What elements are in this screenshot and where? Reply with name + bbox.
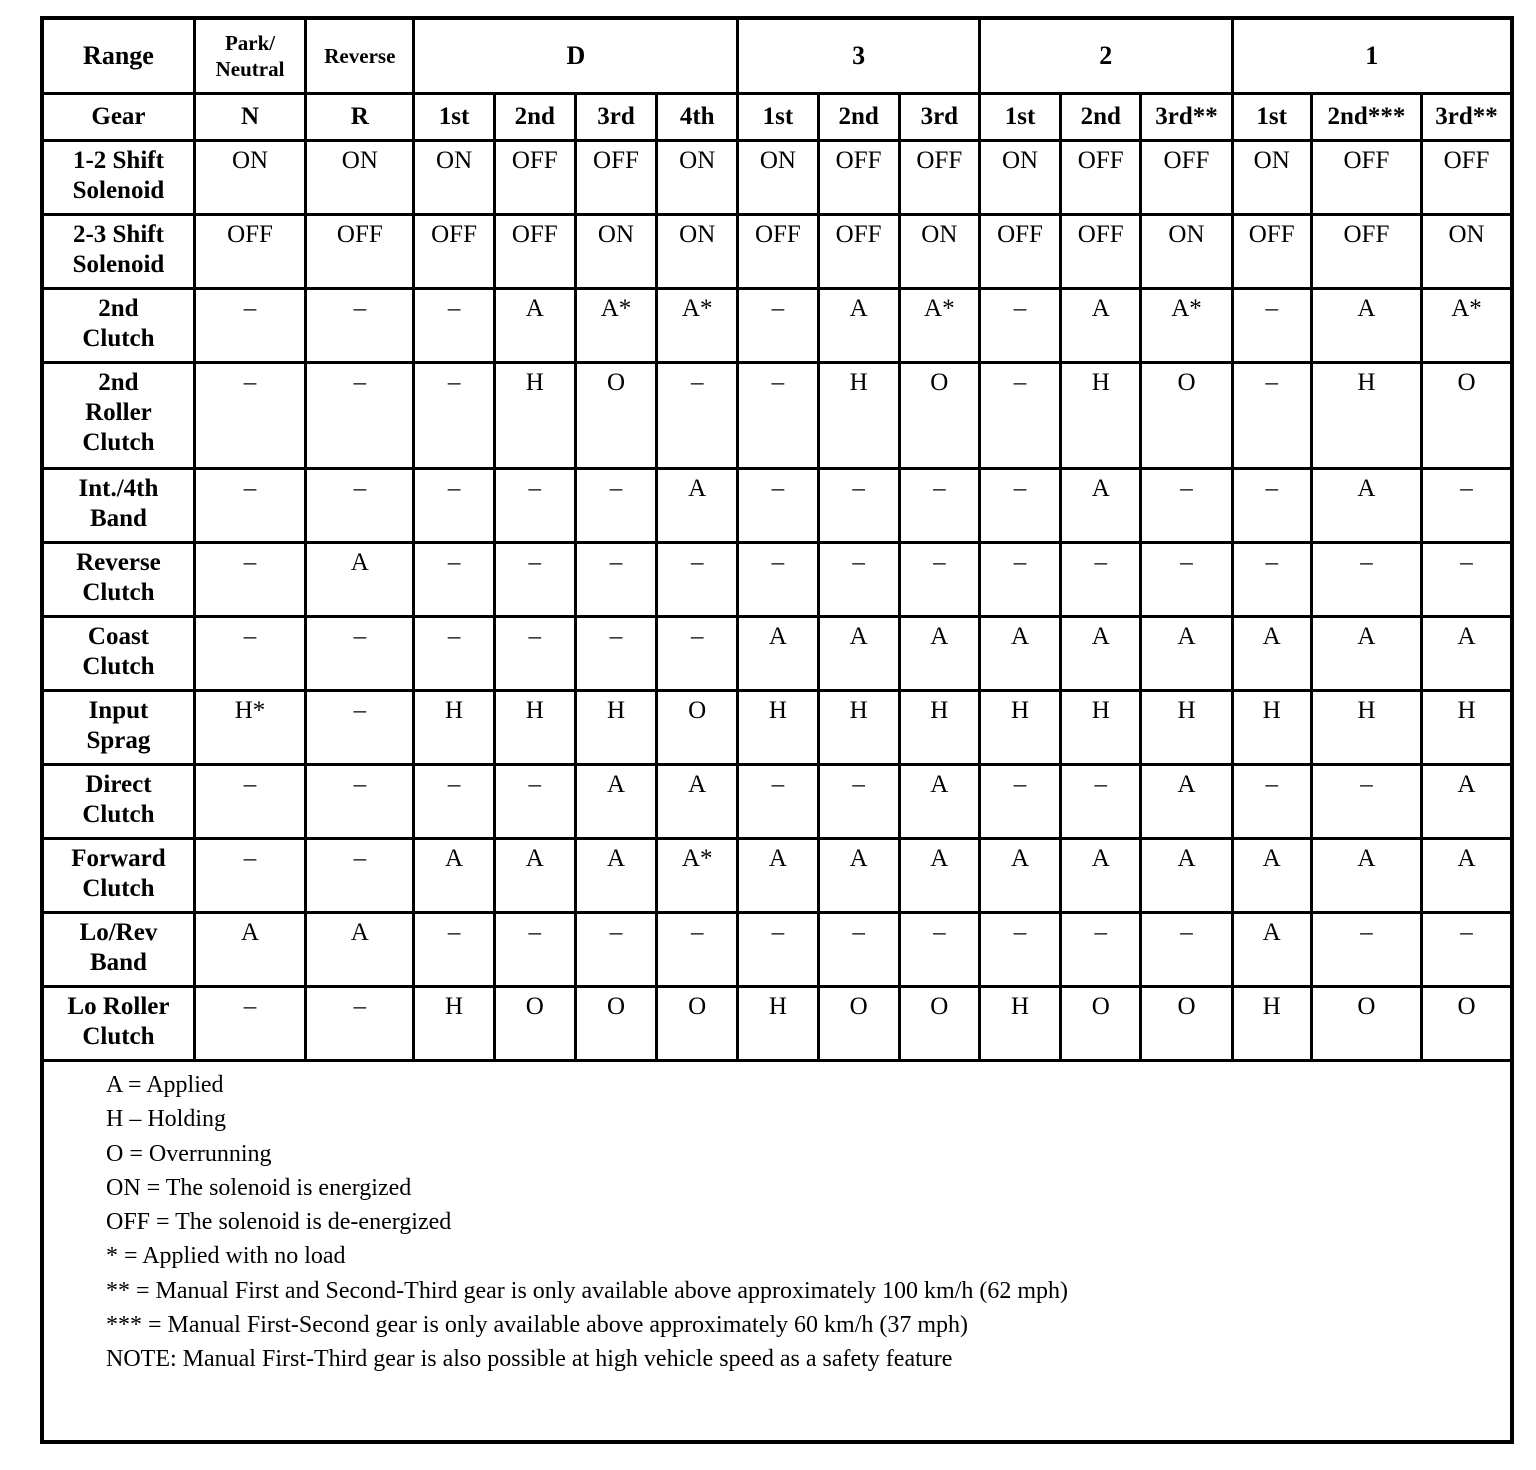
table-cell: – bbox=[194, 839, 305, 913]
range-header-cell: 1 bbox=[1232, 20, 1510, 94]
table-cell: H bbox=[494, 691, 575, 765]
table-cell: A bbox=[899, 839, 979, 913]
row-label: Int./4th Band bbox=[44, 469, 194, 543]
table-cell: – bbox=[1232, 765, 1311, 839]
table-cell: – bbox=[738, 289, 818, 363]
range-header-row bbox=[44, 20, 1510, 94]
table-cell: – bbox=[1232, 543, 1311, 617]
gear-header-cell: 2nd bbox=[494, 94, 575, 141]
table-cell: – bbox=[738, 913, 818, 987]
table-cell: A bbox=[194, 913, 305, 987]
range-header-label: Range bbox=[44, 20, 194, 94]
table-cell: OFF bbox=[818, 215, 899, 289]
table-cell: – bbox=[194, 765, 305, 839]
table-cell: A bbox=[306, 913, 414, 987]
gear-header-cell: 1st bbox=[1232, 94, 1311, 141]
table-row bbox=[44, 141, 1510, 215]
table-cell: ON bbox=[306, 141, 414, 215]
row-label: 2nd Roller Clutch bbox=[44, 363, 194, 469]
table-cell: A bbox=[818, 839, 899, 913]
table-cell: A bbox=[738, 617, 818, 691]
table-cell: OFF bbox=[738, 215, 818, 289]
table-cell: A bbox=[899, 765, 979, 839]
gear-header-cell: 2nd bbox=[818, 94, 899, 141]
table-cell: A bbox=[1061, 289, 1141, 363]
table-cell: O bbox=[1141, 987, 1232, 1061]
table-row bbox=[44, 363, 1510, 469]
table-cell: H bbox=[1311, 691, 1421, 765]
table-cell: O bbox=[1141, 363, 1232, 469]
table-cell: A bbox=[1232, 913, 1311, 987]
row-label: 2-3 Shift Solenoid bbox=[44, 215, 194, 289]
gear-header-cell: 3rd** bbox=[1141, 94, 1232, 141]
table-cell: H bbox=[1422, 691, 1510, 765]
table-cell: A bbox=[1422, 839, 1510, 913]
table-cell: – bbox=[738, 363, 818, 469]
table-cell: O bbox=[1061, 987, 1141, 1061]
table-cell: – bbox=[657, 913, 738, 987]
table-cell: – bbox=[1061, 543, 1141, 617]
table-cell: A* bbox=[657, 839, 738, 913]
table-cell: OFF bbox=[194, 215, 305, 289]
legend bbox=[44, 1062, 1510, 1377]
range-header-cell: 3 bbox=[738, 20, 980, 94]
table-cell: A* bbox=[657, 289, 738, 363]
table-cell: – bbox=[1422, 469, 1510, 543]
row-label: Coast Clutch bbox=[44, 617, 194, 691]
table-cell: H bbox=[1061, 691, 1141, 765]
solenoid-clutch-application-chart bbox=[40, 16, 1514, 1444]
range-header-cell: Park/ Neutral bbox=[194, 20, 305, 94]
table-cell: – bbox=[979, 913, 1060, 987]
table-cell: – bbox=[306, 987, 414, 1061]
table-cell: – bbox=[306, 289, 414, 363]
range-header-cell: D bbox=[414, 20, 738, 94]
row-label: 2nd Clutch bbox=[44, 289, 194, 363]
table-cell: – bbox=[306, 839, 414, 913]
table-cell: – bbox=[194, 543, 305, 617]
table-cell: – bbox=[414, 469, 494, 543]
table-cell: ON bbox=[575, 215, 656, 289]
table-cell: A bbox=[1311, 289, 1421, 363]
table-cell: – bbox=[657, 543, 738, 617]
table-cell: – bbox=[194, 617, 305, 691]
table-cell: – bbox=[1422, 543, 1510, 617]
gear-header-cell: 1st bbox=[738, 94, 818, 141]
table-cell: H bbox=[414, 987, 494, 1061]
table-cell: O bbox=[899, 363, 979, 469]
legend-line: H – Holding bbox=[106, 1106, 226, 1133]
table-cell: O bbox=[1422, 363, 1510, 469]
table-cell: O bbox=[575, 363, 656, 469]
table-row bbox=[44, 987, 1510, 1061]
table-cell: – bbox=[575, 543, 656, 617]
table-cell: – bbox=[414, 363, 494, 469]
row-label: Forward Clutch bbox=[44, 839, 194, 913]
table-cell: OFF bbox=[1141, 141, 1232, 215]
table-cell: H bbox=[575, 691, 656, 765]
table-cell: H bbox=[738, 987, 818, 1061]
table-cell: A* bbox=[1141, 289, 1232, 363]
row-label: Lo/Rev Band bbox=[44, 913, 194, 987]
table-cell: – bbox=[306, 691, 414, 765]
table-cell: – bbox=[657, 363, 738, 469]
table-cell: – bbox=[818, 543, 899, 617]
table-cell: A bbox=[494, 839, 575, 913]
table-cell: – bbox=[414, 543, 494, 617]
application-table bbox=[44, 20, 1510, 1062]
table-cell: – bbox=[494, 543, 575, 617]
table-cell: OFF bbox=[899, 141, 979, 215]
table-cell: – bbox=[979, 289, 1060, 363]
table-cell: ON bbox=[738, 141, 818, 215]
table-cell: – bbox=[194, 289, 305, 363]
table-cell: ON bbox=[657, 141, 738, 215]
table-cell: A bbox=[1232, 617, 1311, 691]
range-header-cell: 2 bbox=[979, 20, 1232, 94]
table-cell: – bbox=[1232, 363, 1311, 469]
gear-header-cell: 1st bbox=[414, 94, 494, 141]
table-cell: – bbox=[306, 765, 414, 839]
table-cell: A bbox=[1311, 839, 1421, 913]
row-label: Input Sprag bbox=[44, 691, 194, 765]
table-cell: – bbox=[494, 913, 575, 987]
table-cell: – bbox=[1232, 469, 1311, 543]
table-cell: OFF bbox=[1422, 141, 1510, 215]
table-cell: A bbox=[1311, 469, 1421, 543]
table-cell: A bbox=[494, 289, 575, 363]
table-cell: O bbox=[575, 987, 656, 1061]
gear-header-cell: 3rd** bbox=[1422, 94, 1510, 141]
table-cell: A bbox=[657, 469, 738, 543]
table-cell: – bbox=[1141, 913, 1232, 987]
table-cell: – bbox=[1422, 913, 1510, 987]
table-cell: – bbox=[494, 469, 575, 543]
table-cell: – bbox=[979, 765, 1060, 839]
table-cell: A bbox=[979, 839, 1060, 913]
gear-header-label: Gear bbox=[44, 94, 194, 141]
table-cell: O bbox=[1422, 987, 1510, 1061]
table-cell: A bbox=[1061, 839, 1141, 913]
table-row bbox=[44, 289, 1510, 363]
table-cell: H* bbox=[194, 691, 305, 765]
row-label: Lo Roller Clutch bbox=[44, 987, 194, 1061]
table-cell: A bbox=[657, 765, 738, 839]
table-cell: A bbox=[1232, 839, 1311, 913]
table-cell: H bbox=[818, 691, 899, 765]
table-cell: A bbox=[1141, 765, 1232, 839]
table-cell: – bbox=[306, 363, 414, 469]
table-cell: OFF bbox=[1311, 141, 1421, 215]
table-cell: OFF bbox=[979, 215, 1060, 289]
table-cell: ON bbox=[1141, 215, 1232, 289]
table-cell: A bbox=[818, 617, 899, 691]
table-cell: H bbox=[979, 987, 1060, 1061]
gear-header-row bbox=[44, 94, 1510, 141]
table-cell: – bbox=[818, 765, 899, 839]
table-row bbox=[44, 469, 1510, 543]
table-cell: O bbox=[657, 691, 738, 765]
row-label: 1-2 Shift Solenoid bbox=[44, 141, 194, 215]
gear-header-cell: 2nd*** bbox=[1311, 94, 1421, 141]
table-cell: H bbox=[979, 691, 1060, 765]
table-cell: ON bbox=[1422, 215, 1510, 289]
table-cell: – bbox=[575, 469, 656, 543]
gear-header-cell: 1st bbox=[979, 94, 1060, 141]
row-label: Reverse Clutch bbox=[44, 543, 194, 617]
table-row bbox=[44, 617, 1510, 691]
table-cell: A bbox=[1061, 617, 1141, 691]
table-cell: A bbox=[1141, 839, 1232, 913]
table-cell: ON bbox=[657, 215, 738, 289]
range-header-cell: Reverse bbox=[306, 20, 414, 94]
table-cell: OFF bbox=[575, 141, 656, 215]
legend-line: *** = Manual First-Second gear is only available above approximately 60 km/h (37 mph) bbox=[106, 1312, 969, 1339]
table-cell: – bbox=[306, 469, 414, 543]
table-cell: ON bbox=[979, 141, 1060, 215]
table-cell: A bbox=[1141, 617, 1232, 691]
table-cell: O bbox=[494, 987, 575, 1061]
table-cell: OFF bbox=[1061, 215, 1141, 289]
table-cell: – bbox=[1311, 765, 1421, 839]
table-cell: ON bbox=[899, 215, 979, 289]
table-cell: – bbox=[1232, 289, 1311, 363]
table-cell: – bbox=[575, 913, 656, 987]
table-cell: OFF bbox=[494, 215, 575, 289]
legend-line: A = Applied bbox=[106, 1072, 224, 1098]
gear-header-cell: 3rd bbox=[575, 94, 656, 141]
legend-line: * = Applied with no load bbox=[106, 1243, 346, 1270]
table-cell: – bbox=[194, 469, 305, 543]
table-row bbox=[44, 839, 1510, 913]
table-cell: A bbox=[575, 839, 656, 913]
table-row bbox=[44, 215, 1510, 289]
table-cell: – bbox=[414, 289, 494, 363]
table-cell: – bbox=[194, 363, 305, 469]
table-cell: A bbox=[1422, 617, 1510, 691]
table-cell: – bbox=[1061, 765, 1141, 839]
table-cell: – bbox=[306, 617, 414, 691]
table-cell: – bbox=[494, 765, 575, 839]
table-cell: A bbox=[818, 289, 899, 363]
table-cell: – bbox=[575, 617, 656, 691]
table-cell: OFF bbox=[818, 141, 899, 215]
legend-line: O = Overrunning bbox=[106, 1140, 272, 1167]
table-cell: – bbox=[1141, 543, 1232, 617]
table-cell: – bbox=[899, 469, 979, 543]
gear-header-cell: 4th bbox=[657, 94, 738, 141]
table-row bbox=[44, 913, 1510, 987]
table-cell: – bbox=[738, 765, 818, 839]
table-cell: H bbox=[818, 363, 899, 469]
table-cell: A bbox=[306, 543, 414, 617]
table-cell: A bbox=[1311, 617, 1421, 691]
table-cell: H bbox=[1232, 987, 1311, 1061]
gear-header-cell: R bbox=[306, 94, 414, 141]
table-cell: – bbox=[1141, 469, 1232, 543]
table-cell: A bbox=[575, 765, 656, 839]
table-cell: – bbox=[1061, 913, 1141, 987]
table-cell: A bbox=[738, 839, 818, 913]
legend-line: OFF = The solenoid is de-energized bbox=[106, 1209, 452, 1236]
table-cell: – bbox=[494, 617, 575, 691]
table-cell: H bbox=[1311, 363, 1421, 469]
table-cell: H bbox=[414, 691, 494, 765]
table-cell: OFF bbox=[1061, 141, 1141, 215]
table-cell: A* bbox=[899, 289, 979, 363]
legend-line: ON = The solenoid is energized bbox=[106, 1174, 412, 1201]
table-cell: – bbox=[738, 469, 818, 543]
table-cell: H bbox=[1232, 691, 1311, 765]
table-cell: A bbox=[979, 617, 1060, 691]
table-cell: – bbox=[414, 617, 494, 691]
table-cell: OFF bbox=[494, 141, 575, 215]
gear-header-cell: N bbox=[194, 94, 305, 141]
table-cell: O bbox=[899, 987, 979, 1061]
table-cell: OFF bbox=[1311, 215, 1421, 289]
table-cell: – bbox=[899, 913, 979, 987]
table-cell: – bbox=[738, 543, 818, 617]
table-cell: H bbox=[899, 691, 979, 765]
table-cell: – bbox=[1311, 543, 1421, 617]
table-cell: – bbox=[979, 363, 1060, 469]
table-cell: A bbox=[1061, 469, 1141, 543]
table-cell: OFF bbox=[414, 215, 494, 289]
table-cell: O bbox=[818, 987, 899, 1061]
table-cell: OFF bbox=[306, 215, 414, 289]
table-row bbox=[44, 543, 1510, 617]
table-cell: – bbox=[979, 469, 1060, 543]
table-cell: OFF bbox=[1232, 215, 1311, 289]
table-cell: A* bbox=[1422, 289, 1510, 363]
legend-line: ** = Manual First and Second-Third gear is only available above approximately 100 km/h (62 mph) bbox=[106, 1277, 1068, 1304]
table-cell: A bbox=[1422, 765, 1510, 839]
table-cell: – bbox=[899, 543, 979, 617]
table-cell: H bbox=[494, 363, 575, 469]
table-cell: – bbox=[194, 987, 305, 1061]
table-row bbox=[44, 765, 1510, 839]
table-cell: – bbox=[979, 543, 1060, 617]
table-cell: H bbox=[1061, 363, 1141, 469]
gear-header-cell: 2nd bbox=[1061, 94, 1141, 141]
table-cell: A bbox=[414, 839, 494, 913]
gear-header-cell: 3rd bbox=[899, 94, 979, 141]
table-cell: – bbox=[657, 617, 738, 691]
table-cell: ON bbox=[194, 141, 305, 215]
table-cell: O bbox=[1311, 987, 1421, 1061]
table-cell: – bbox=[1311, 913, 1421, 987]
row-label: Direct Clutch bbox=[44, 765, 194, 839]
table-cell: H bbox=[738, 691, 818, 765]
table-row bbox=[44, 691, 1510, 765]
table-cell: ON bbox=[1232, 141, 1311, 215]
table-cell: – bbox=[818, 913, 899, 987]
table-cell: O bbox=[657, 987, 738, 1061]
table-cell: A* bbox=[575, 289, 656, 363]
legend-line: NOTE: Manual First-Third gear is also possible at high vehicle speed as a safety feature bbox=[106, 1346, 953, 1373]
table-cell: ON bbox=[414, 141, 494, 215]
table-cell: A bbox=[899, 617, 979, 691]
table-cell: H bbox=[1141, 691, 1232, 765]
table-cell: – bbox=[414, 765, 494, 839]
table-cell: – bbox=[818, 469, 899, 543]
table-cell: – bbox=[414, 913, 494, 987]
